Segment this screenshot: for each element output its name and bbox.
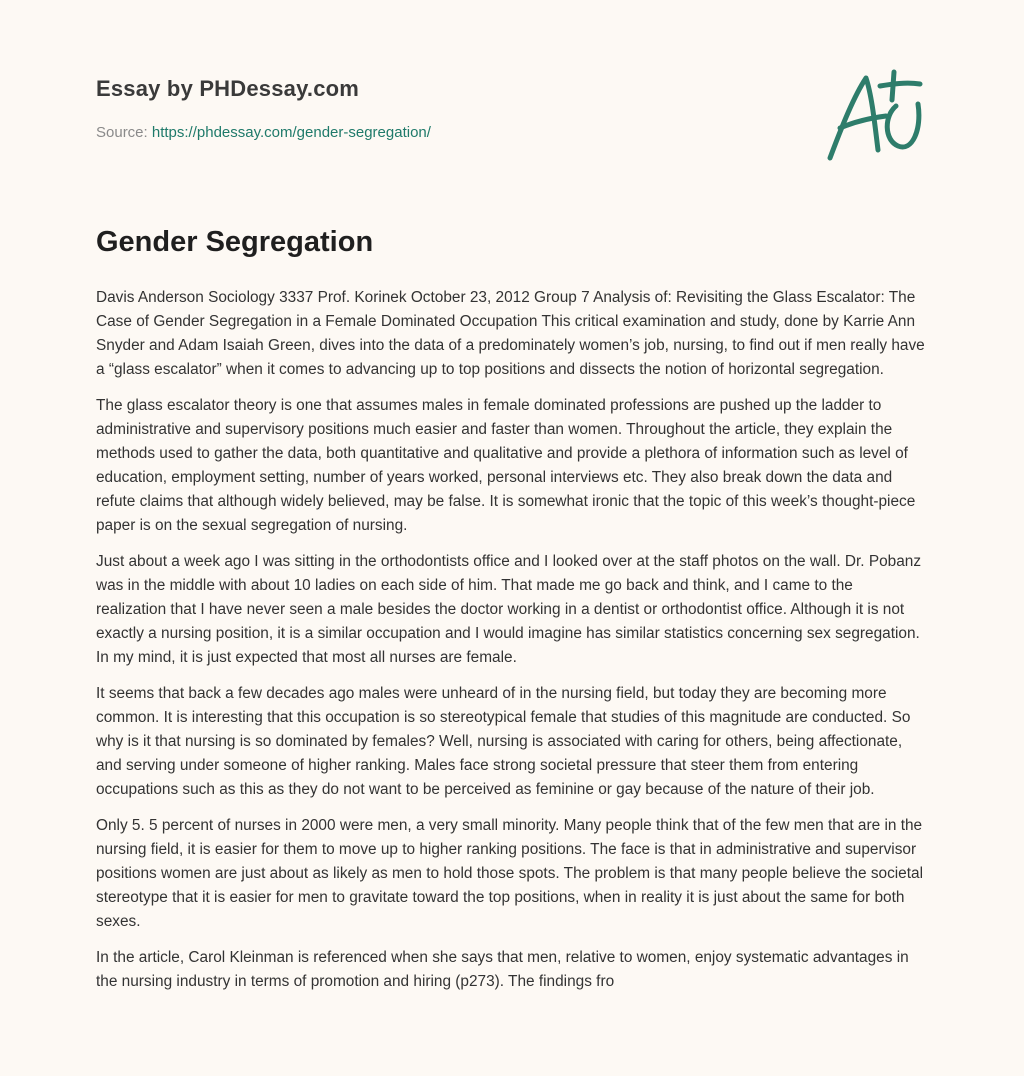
source-link[interactable]: https://phdessay.com/gender-segregation/: [151, 124, 431, 141]
paragraph: The glass escalator theory is one that assumes males in female dominated professions are pushed up the ladder to administrative and supervisory positions much easier and faster than women. Throughout the article, they explain the methods used to gather the data, both quantitative and qualitative and provide a plethora of information such as level of education, employment setting, number of years worked, personal interviews etc. They also break down the data and refute claims that although widely believed, may be false. It is somewhat ironic that the topic of this week’s thought-piece paper is on the sexual segregation of nursing.: [96, 397, 916, 534]
paragraph: Only 5. 5 percent of nurses in 2000 were men, a very small minority. Many people think that of the few men that are in the nursing field, it is easier for them to move up to higher ranking positions. The face is that in administrative and supervisor positions women are just about as likely as men to hold those spots. The problem is that many people believe the societal stereotype that it is easier for men to gravitate toward the top positions, when in reality it is just about the same for both sexes.: [96, 817, 923, 930]
essay-body: [96, 286, 926, 1006]
a-plus-logo-icon: [822, 66, 930, 166]
source-line: [96, 124, 431, 141]
paragraph: It seems that back a few decades ago males were unheard of in the nursing field, but today they are becoming more common. It is interesting that this occupation is so stereotypical female that studies of this magnitude are conducted. So why is it that nursing is so dominated by females? Well, nursing is associated with caring for others, being affectionate, and serving under someone of higher ranking. Males face strong societal pressure that steer them from entering occupations such as this as they do not want to be perceived as feminine or gay because of the nature of their job.: [96, 685, 911, 798]
source-label: Source:: [96, 124, 148, 141]
paragraph: Just about a week ago I was sitting in the orthodontists office and I looked over at the staff photos on the wall. Dr. Pobanz was in the middle with about 10 ladies on each side of him. That made me go back and think, and I came to the realization that I have never seen a male besides the doctor working in a dentist or orthodontist office. Although it is not exactly a nursing position, it is a similar occupation and I would imagine has similar statistics concerning sex segregation. In my mind, it is just expected that most all nurses are female.: [96, 553, 922, 666]
paragraph: Davis Anderson Sociology 3337 Prof. Korinek October 23, 2012 Group 7 Analysis of: Revisiting the Glass Escalator: The Case of Gender Segregation in a Female Dominated Occupation This critical examination and study, done by Karrie Ann Snyder and Adam Isaiah Green, dives into the data of a predominately women’s job, nursing, to find out if men really have a “glass escalator” when it comes to advancing up to top positions and dissects the notion of horizontal segregation.: [96, 289, 925, 378]
page-title: Gender Segregation: [96, 226, 374, 258]
paragraph: In the article, Carol Kleinman is referenced when she says that men, relative to women, enjoy systematic advantages in the nursing industry in terms of promotion and hiring (p273). The findings fro: [96, 949, 909, 990]
site-brand: Essay by PHDessay.com: [96, 76, 360, 101]
